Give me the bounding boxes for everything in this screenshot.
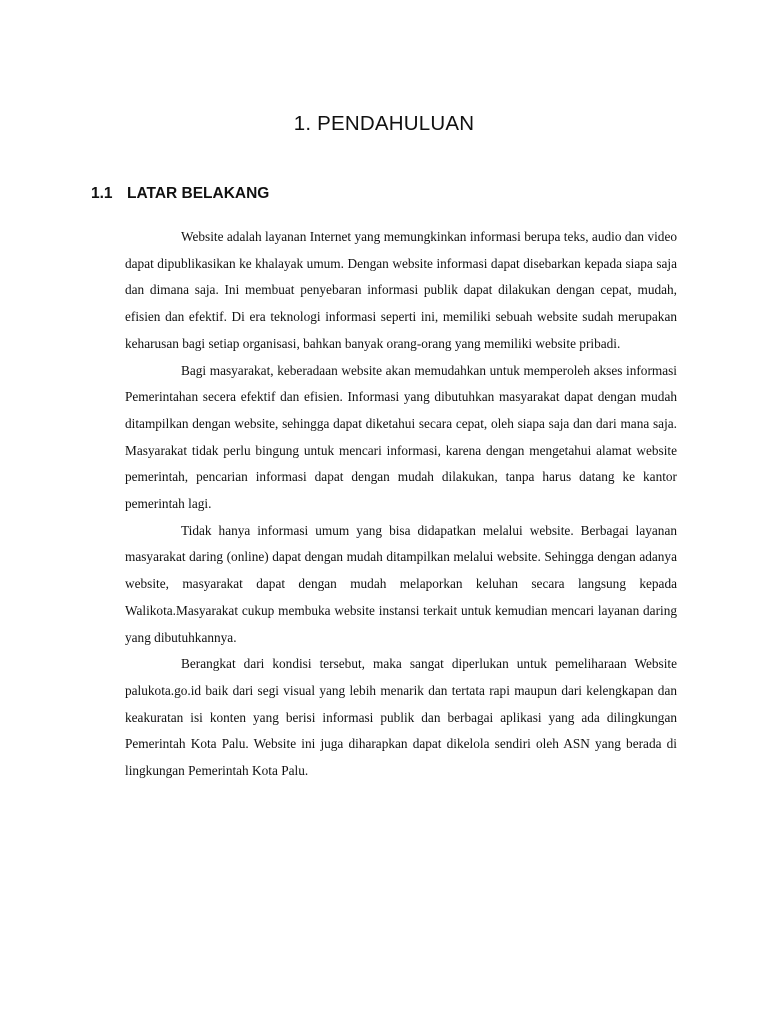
section-title: LATAR BELAKANG (127, 185, 270, 202)
section-number: 1.1 (91, 185, 113, 202)
paragraph: Tidak hanya informasi umum yang bisa didapatkan melalui website. Berbagai layanan masyarakat daring (online) dapat dengan mudah ditampilkan melalui website. Sehingga dengan adanya website, masyarakat dapat dengan mudah melaporkan keluhan secara langsung kepada Walikota.Masyarakat cukup membuka website instansi terkait untuk kemudian mencari layanan daring yang dibutuhkannya. (125, 522, 677, 645)
section-heading (91, 185, 269, 203)
paragraph: Website adalah layanan Internet yang memungkinkan informasi berupa teks, audio dan video dapat dipublikasikan ke khalayak umum. Dengan website informasi dapat disebarkan kepada siapa saja dan dimana saja. Ini membuat penyebaran informasi publik dapat dilakukan dengan cepat, mudah, efisien dan efektif. Di era teknologi informasi seperti ini, memiliki sebuah website sudah merupakan keharusan bagi setiap organisasi, bahkan banyak orang-orang yang memiliki website pribadi. (125, 229, 677, 351)
body-text (125, 224, 677, 785)
paragraph: Bagi masyarakat, keberadaan website akan memudahkan untuk memperoleh akses informasi Pemerintahan secera efektif dan efisien. Informasi yang dibutuhkan masyarakat dapat dengan mudah ditampilkan dengan website, sehingga dapat diketahui secara cepat, oleh siapa saja dan dari mana saja. Masyarakat tidak perlu bingung untuk mencari informasi, karena dengan mengetahui alamat website pemerintah, pencarian informasi dapat dengan mudah dilakukan, tanpa harus datang ke kantor pemerintah lagi. (125, 362, 677, 512)
paragraph: Berangkat dari kondisi tersebut, maka sangat diperlukan untuk pemeliharaan Website palukota.go.id baik dari segi visual yang lebih menarik dan tertata rapi maupun dari kelengkapan dan keakuratan isi konten yang berisi informasi publik dan berbagai aplikasi yang ada dilingkungan Pemerintah Kota Palu. Website ini juga diharapkan dapat dikelola sendiri oleh ASN yang berada di lingkungan Pemerintah Kota Palu. (125, 656, 677, 779)
chapter-title: 1. PENDAHULUAN (293, 112, 475, 135)
